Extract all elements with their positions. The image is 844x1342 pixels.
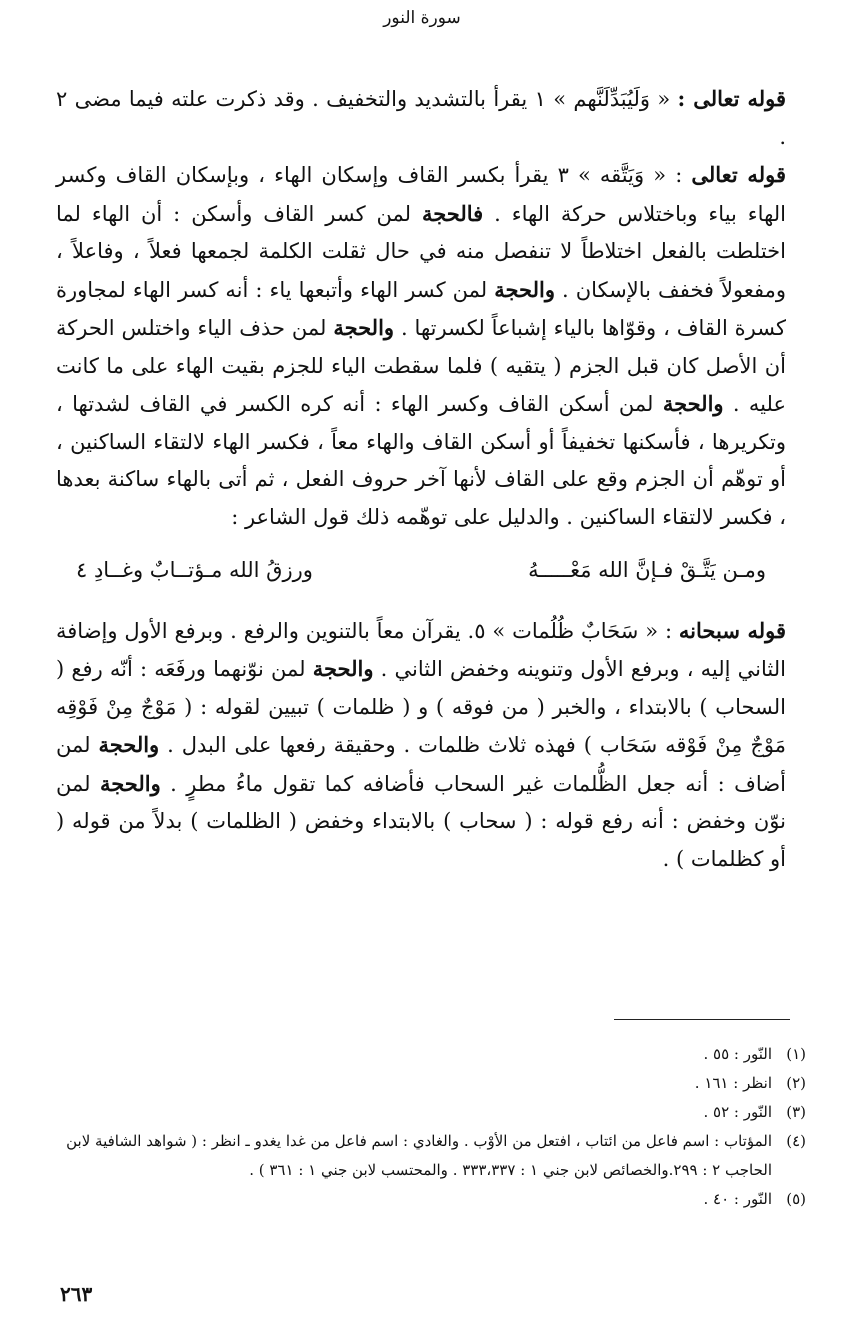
paragraph-lead: قوله تعالى : bbox=[677, 86, 787, 111]
main-text bbox=[56, 80, 786, 878]
paragraph-2 bbox=[56, 156, 786, 536]
paragraph-1 bbox=[56, 80, 786, 156]
argument-keyword: والحجة bbox=[662, 391, 724, 416]
footnote-number: (٥) bbox=[786, 1190, 806, 1208]
argument-keyword: والحجة bbox=[494, 276, 555, 302]
footnote-text: النّور : ٥٥ . bbox=[703, 1045, 772, 1063]
footnote bbox=[56, 1040, 806, 1069]
paragraph-text: لمن حذف الياء واختلس الحركة أن الأصل كان قبل الجزم ( يتقيه ) فلما سقطت الياء للجزم بقيت الهاء على ما كانت عليه . bbox=[56, 316, 786, 416]
footnote-text: النّور : ٤٠ . bbox=[703, 1190, 772, 1208]
poetry-verse bbox=[76, 552, 766, 590]
verse-first-hemistich: ومـن يَتَّـقْ فـإنَّ الله مَعْـــــهُ bbox=[528, 558, 766, 582]
paragraph-text: لمن أسكن القاف وكسر الهاء : أنه كره الكسر في القاف لشدتها ، وتكريرها ، فأسكنها تخفيفاً أو أسكن القاف والهاء معاً ، فكسر الهاء لالتقاء الساكنين ، أو توهّم أن الجزم وقع على القاف لأنها آخر حروف الفعل ، ثم أتى بالهاء ساكنة بعدها ، فكسر لالتقاء الساكنين . والدليل على توهّمه ذلك قول الشاعر : bbox=[56, 392, 786, 529]
argument-keyword: والحجة bbox=[99, 770, 161, 796]
paragraph-3 bbox=[56, 612, 786, 879]
argument-keyword: والحجة bbox=[333, 315, 395, 340]
paragraph-text: لمن نوّنهما ورفَعَه : أنّه رفع ( السحاب ) بالابتداء ، والخبر ( من فوقه ) و ( ظلمات ) تبيين لقوله : ( مَوْجٌ مِنْ فَوْقِه مَوْجٌ مِنْ فَوْقه سَحَاب ) فهذه ثلاث ظلمات . وحقيقة رفعها على البدل . bbox=[56, 657, 786, 757]
paragraph-text: لمن نوّن وخفض : أنه رفع قوله : ( سحاب ) بالابتداء وخفض ( الظلمات ) بدلاً من قوله ( أو كظلمات ) . bbox=[56, 771, 786, 871]
footnote bbox=[56, 1185, 806, 1214]
footnote bbox=[56, 1127, 806, 1185]
paragraph-text: لمن كسر القاف وأسكن : أن الهاء لما اختلطت بالفعل اختلاطاً لا تنفصل منه في حال ثقلت الكلمة لجمعها فعلاً ، وفاعلاً ، ومفعولاً فخفف بالإسكان . bbox=[56, 201, 786, 302]
footnote-text: النّور : ٥٢ . bbox=[703, 1103, 772, 1121]
footnote-number: (٤) bbox=[786, 1132, 806, 1150]
paragraph-lead: قوله سبحانه bbox=[678, 617, 786, 643]
footnotes bbox=[56, 1040, 806, 1214]
paragraph-text: : « وَيَتَّقه » ٣ يقرأ بكسر القاف وإسكان الهاء ، وبإسكان القاف وكسر الهاء بياء وباختلاس حركة الهاء . bbox=[56, 163, 786, 226]
paragraph-text: « وَلَيُبَدِّلَنَّهم » ١ يقرأ بالتشديد والتخفيف . وقد ذكرت علته فيما مضى ٢ . bbox=[56, 87, 786, 149]
paragraph-text: : « سَحَابٌ ظُلُمات » ٥. يقرآن معاً بالتنوين والرفع . وبرفع الأول وإضافة الثاني إليه ، وبرفع الأول وتنوينه وخفض الثاني . bbox=[56, 618, 786, 681]
footnote-number: (٣) bbox=[786, 1103, 806, 1121]
page-number: ٢٦٣ bbox=[60, 1282, 93, 1306]
footnote-number: (٢) bbox=[786, 1074, 806, 1092]
paragraph-text: لمن أضاف : أنه جعل الظُّلمات غير السحاب فأضافه كما تقول ماءُ مطرٍ . bbox=[56, 733, 786, 796]
argument-keyword: فالحجة bbox=[421, 200, 484, 226]
surah-header: سورة النور bbox=[383, 8, 461, 28]
footnote bbox=[56, 1098, 806, 1127]
verse-second-hemistich: ورزقُ الله مـؤتــابٌ وغــادِ ٤ bbox=[76, 558, 313, 582]
footnote-divider bbox=[614, 1019, 790, 1020]
argument-keyword: والحجة bbox=[312, 656, 374, 681]
footnote-text: انظر : ١٦١ . bbox=[694, 1074, 772, 1092]
argument-keyword: والحجة bbox=[98, 732, 160, 757]
footnote-text: المؤتاب : اسم فاعل من ائتاب ، افتعل من الأوْب . والغادي : اسم فاعل من غدا يغدو ـ انظر : ( شواهد الشافية لابن الحاجب ٢ : ٢٩٩.والخصائص لابن جني ١ : ٣٣٣،٣٣٧ . والمحتسب لابن جني ١ : ٣٦١ ) . bbox=[66, 1132, 772, 1179]
paragraph-text: لمن كسر الهاء وأتبعها ياء : أنه كسر الهاء لمجاورة كسرة القاف ، وقوّاها بالياء إشباعاً لكسرتها . bbox=[56, 277, 786, 340]
paragraph-lead: قوله تعالى bbox=[691, 162, 786, 187]
footnote bbox=[56, 1069, 806, 1098]
footnote-number: (١) bbox=[786, 1045, 806, 1063]
